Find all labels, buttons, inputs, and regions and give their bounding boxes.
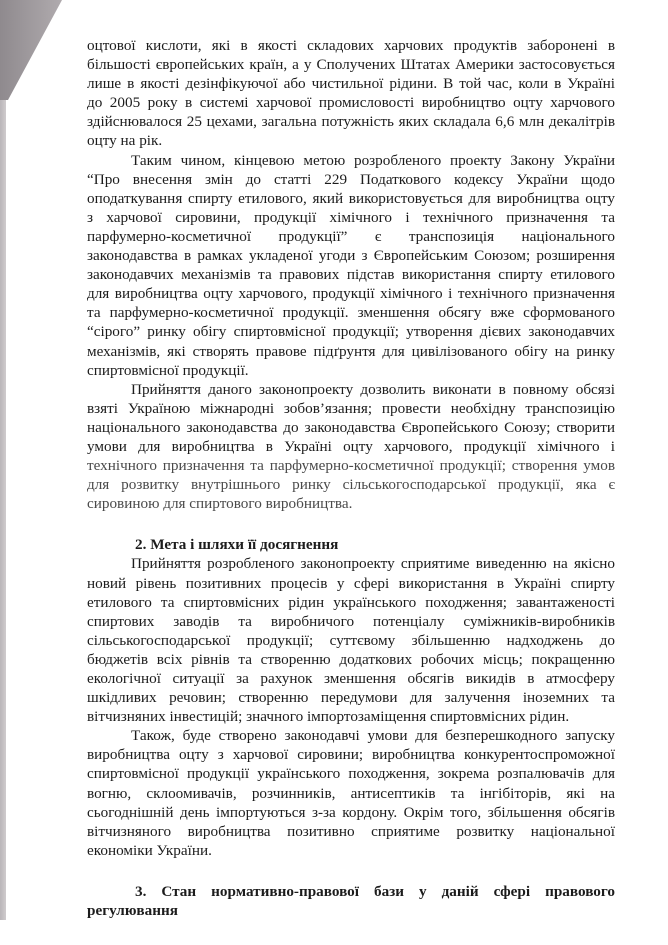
text-line: здійснювалося 25 цехами, загальна потужність яких складала 6,6 млн декалітрів [87, 113, 615, 131]
text-line: технічного призначення та парфумерно-косметичної продукції; створення умов [87, 457, 615, 475]
document-page [87, 36, 615, 920]
text-line: Прийняття розробленого законопроекту сприятиме виведенню на якісно [131, 555, 615, 573]
text-line: законодавчих механізмів та правових підстав використання спирту етилового [87, 266, 615, 284]
paragraph-goal [87, 554, 615, 726]
scan-shadow-corner [0, 0, 70, 100]
text-line: сьогоднішній день імпортуються з-за кордону. Окрім того, збільшення обсягів [87, 803, 615, 821]
text-line: умови для виробництва в Україні оцту харчового, продукції хімічного і [87, 437, 615, 455]
text-line: Прийняття даного законопроекту дозволить виконати в повному обсязі [131, 380, 615, 398]
text-line: оподаткування спирту етилового, який використовується для виробництва оцту [87, 189, 615, 207]
text-line: спиртовмісної продукції. [87, 361, 249, 379]
text-line: “Про внесення змін до статті 229 Податкового кодексу України щодо [87, 170, 615, 188]
text-line: законодавства в рамках укладеної угоди з Європейським Союзом; розширення [87, 247, 615, 265]
text-line: спиртовмісної продукції українського походження, зокрема розпалювачів для [87, 765, 615, 783]
text-line: етилового та спиртовмісних рідин українського походження; завантаженості [87, 593, 615, 611]
heading-line: 3. Стан нормативно-правової бази у даній сфері правового [135, 882, 615, 900]
text-line: виробництва оцту з харчової сировини; виробництва конкурентоспроможної [87, 746, 615, 764]
text-line: сільськогосподарської продукції; суттєвому збільшенню надходжень до [87, 631, 615, 649]
text-line: для розвитку внутрішнього ринку сільськогосподарської продукції, яка є [87, 476, 615, 494]
scan-page-edge [0, 0, 6, 920]
text-line: бюджетів всіх рівнів та створенню додаткових робочих місць; покращенню [87, 650, 615, 668]
paragraph-also [87, 726, 615, 860]
text-line: економіки України. [87, 841, 212, 859]
text-line: шкідливих речовин; створенню передумови для залучення іноземних та [87, 689, 615, 707]
text-line: вітчизняних інвестицій; значного імпортозаміщення спиртовмісних рідин. [87, 708, 570, 726]
text-line: для виробництва оцту харчового, продукції хімічного і технічного призначення [87, 285, 615, 303]
text-line: оцту на рік. [87, 132, 163, 150]
section-3-heading [87, 882, 615, 920]
text-line: лише в якості дезінфікуючої або чистильної рідини. В той час, коли в Україні [87, 75, 615, 93]
text-line: та парфумерно-косметичної продукції. зменшення обсягу вже сформованого [87, 304, 615, 322]
heading-line: регулювання [87, 902, 178, 920]
text-line: національного законодавства до законодавства Європейського Союзу; створити [87, 418, 615, 436]
text-line: сировиною для спиртового виробництва. [87, 495, 353, 513]
text-line: більшості європейських країн, а у Сполучених Штатах Америки застосовується [87, 56, 615, 74]
section-2-heading: 2. Мета і шляхи її досягнення [135, 536, 339, 554]
text-line: механізмів, які створять правове підґрунтя для цивілізованого обігу на ринку [87, 342, 615, 360]
text-line: до 2005 року в системі харчової промисловості виробництво оцту харчового [87, 94, 615, 112]
text-line: парфумерно-косметичної продукції” є транспозиція національного [87, 227, 615, 245]
text-line: вогню, склоомивачів, розчинників, антисептиків та інгібіторів, які на [87, 784, 615, 802]
text-line: спиртових заводів та виробничого потенціалу суміжників-виробників [87, 612, 615, 630]
paragraph-acetic-acid [87, 36, 615, 151]
text-line: взяті Україною міжнародні зобов’язання; провести необхідну транспозицію [87, 399, 615, 417]
text-line: Таким чином, кінцевою метою розробленого проекту Закону України [131, 151, 615, 169]
text-line: “сірого” ринку обігу спиртовмісної продукції; утворення дієвих законодавчих [87, 323, 615, 341]
text-line: новий рівень позитивних процесів у сфері використання в Україні спирту [87, 574, 615, 592]
text-line: екологічної ситуації за рахунок зменшення обсягів викидів в атмосферу [87, 670, 615, 687]
text-line: оцтової кислоти, які в якості складових харчових продуктів заборонені в [87, 37, 615, 54]
text-line: вітчизняного виробництва позитивно сприятиме розвитку національної [87, 822, 615, 840]
text-line: Також, буде створено законодавчі умови для безперешкодного запуску [131, 727, 615, 745]
paragraph-adoption [87, 380, 615, 514]
text-line: з харчової сировини, продукції хімічного і технічного призначення та [87, 208, 615, 226]
paragraph-final-goal [87, 151, 615, 380]
